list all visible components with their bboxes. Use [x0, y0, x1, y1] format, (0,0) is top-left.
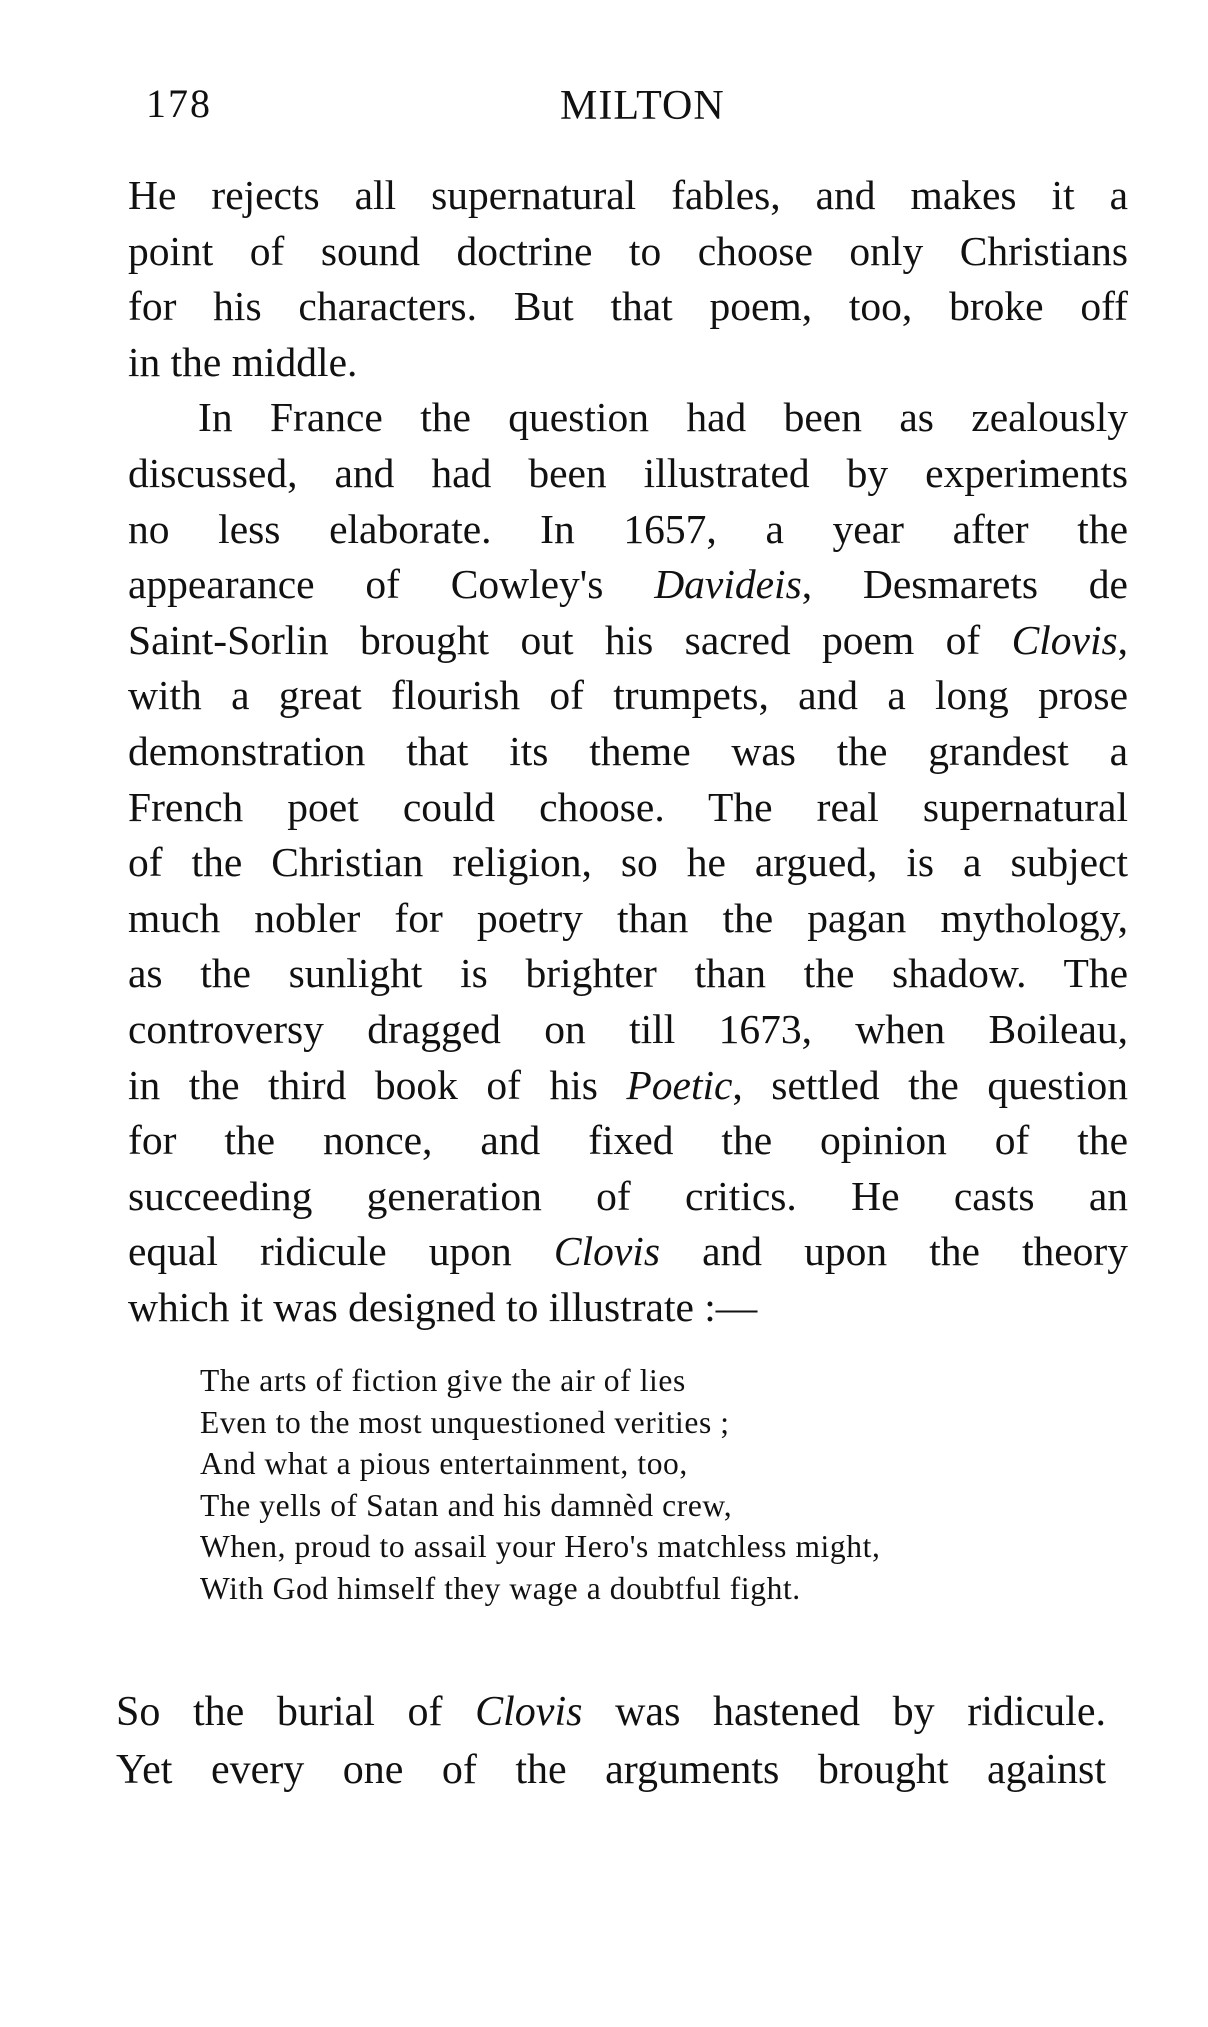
italic-title-clovis: Clovis [1011, 616, 1118, 663]
text-line: succeeding generation of critics. He casts an [128, 1172, 1128, 1219]
text-line: much nobler for poetry than the pagan mythology, [128, 894, 1128, 941]
text-line: demonstration that its theme was the grandest a [128, 727, 1128, 774]
verse-line: And what a pious entertainment, too, [200, 1446, 688, 1481]
italic-title-davideis: Davideis [654, 561, 802, 608]
verse-line: With God himself they wage a doubtful fight. [200, 1570, 801, 1606]
text-line: Saint-Sorlin brought out his sacred poem of Clovis, [128, 616, 1128, 663]
text-line: appearance of Cowley's Davideis, Desmarets de [128, 561, 1128, 608]
verse-line: The arts of fiction give the air of lies [200, 1363, 686, 1398]
text-line: point of sound doctrine to choose only Christians [128, 227, 1128, 274]
text-line: in the third book of his Poetic, settled the question [128, 1061, 1128, 1108]
text-line: controversy dragged on till 1673, when Boileau, [128, 1005, 1128, 1052]
italic-title-clovis: Clovis [553, 1228, 660, 1275]
text-line: for the nonce, and fixed the opinion of the [128, 1117, 1128, 1164]
text-line: in the middle. [128, 338, 358, 385]
text-line: for his characters. But that poem, too, broke off [128, 283, 1128, 330]
verse-line: The yells of Satan and his damnèd crew, [200, 1487, 733, 1523]
text-line: as the sunlight is brighter than the shadow. The [128, 950, 1128, 997]
paragraph-3 [116, 1683, 1106, 1799]
paragraph-1 [128, 168, 1128, 390]
page-number: 178 [146, 81, 212, 126]
text-line: discussed, and had been illustrated by experiments [128, 449, 1128, 496]
paragraph-2 [128, 390, 1128, 1335]
italic-title-clovis: Clovis [475, 1689, 583, 1735]
italic-title-poetic: Poetic [626, 1061, 733, 1108]
verse-line: When, proud to assail your Hero's matchless might, [200, 1529, 881, 1564]
verse-quotation [200, 1360, 1060, 1609]
text-line: equal ridicule upon Clovis and upon the theory [128, 1228, 1129, 1275]
text-line: Yet every one of the arguments brought against [116, 1747, 1106, 1793]
text-line: So the burial of Clovis was hastened by ridicule. [116, 1689, 1106, 1735]
text-line: with a great flourish of trumpets, and a long prose [128, 672, 1128, 719]
text-line: French poet could choose. The real supernatural [128, 783, 1128, 830]
verse-line: Even to the most unquestioned verities ; [200, 1404, 730, 1440]
text-line: no less elaborate. In 1657, a year after the [128, 505, 1128, 552]
text-line: of the Christian religion, so he argued, is a subject [128, 839, 1128, 886]
page-header [140, 80, 1120, 140]
text-line: which it was designed to illustrate :— [128, 1283, 758, 1330]
running-title: MILTON [560, 83, 725, 129]
text-line: In France the question had been as zealously [198, 394, 1128, 441]
text-line: He rejects all supernatural fables, and makes it a [128, 172, 1128, 218]
body-text [128, 168, 1128, 1335]
